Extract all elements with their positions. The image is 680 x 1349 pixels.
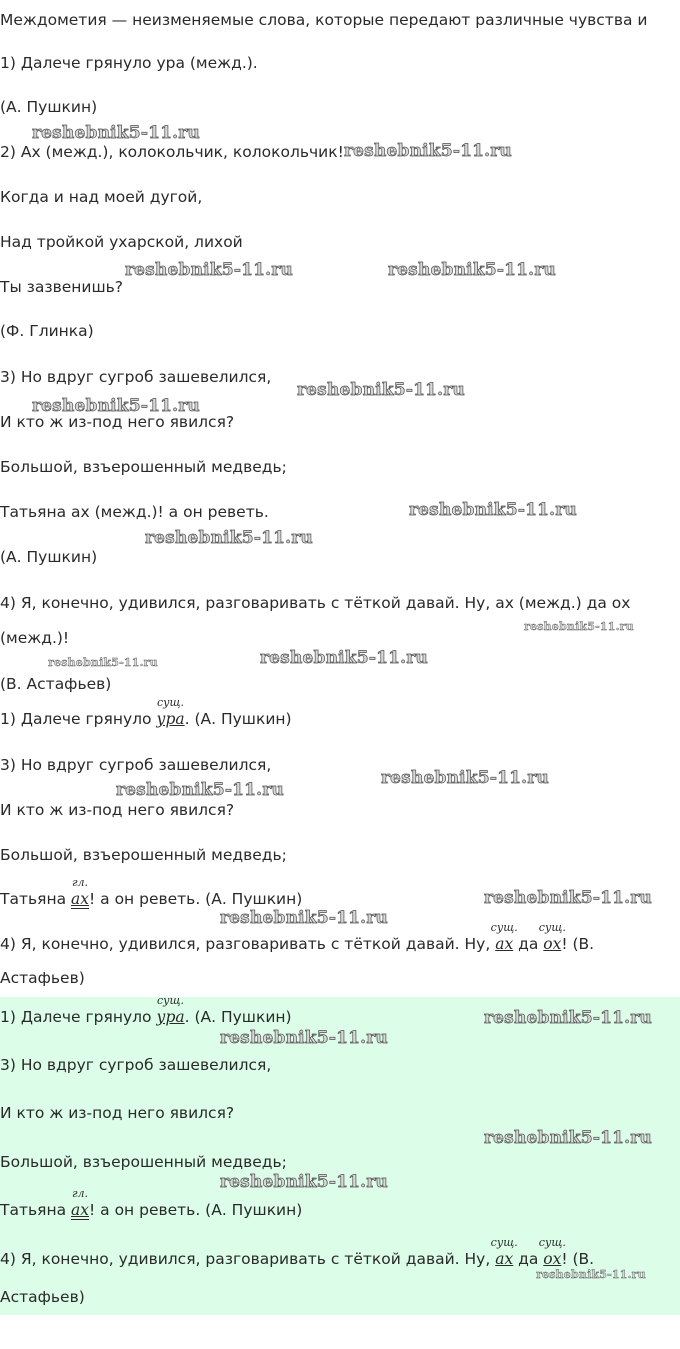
answer-line: И кто ж из-под него явился? — [0, 1104, 235, 1122]
answer-line: Астафьев) — [0, 1288, 85, 1306]
example-line: Большой, взъерошенный медведь; — [0, 458, 287, 476]
analysis-line: Большой, взъерошенный медведь; — [0, 846, 287, 864]
parsed-word: гл. ах — [71, 876, 89, 908]
analysis-line: 4) Я, конечно, удивился, разговаривать с тёткой давай. Ну, сущ. ах да сущ. ох! (В. — [0, 921, 595, 953]
watermark: reshebnik5-11.ru — [220, 1028, 388, 1048]
watermark: reshebnik5-11.ru — [381, 768, 549, 788]
watermark: reshebnik5-11.ru — [344, 141, 512, 161]
example-author: (А. Пушкин) — [0, 548, 98, 566]
example-line: (межд.)! — [0, 629, 70, 647]
example-line: И кто ж из-под него явился? — [0, 413, 235, 431]
watermark: reshebnik5-11.ru — [125, 260, 293, 280]
intro-text: Междометия — неизменяемые слова, которые передают различные чувства и — [0, 11, 648, 29]
analysis-line: 1) Далече грянуло сущ. ура. (А. Пушкин) — [0, 696, 292, 728]
watermark: reshebnik5-11.ru — [388, 260, 556, 280]
watermark: reshebnik5-11.ru — [409, 500, 577, 520]
example-author: (Ф. Глинка) — [0, 322, 94, 340]
parsed-word: сущ. ох — [538, 1236, 566, 1268]
watermark: reshebnik5-11.ru — [116, 780, 284, 800]
analysis-line: Татьяна гл. ах! а он реветь. (А. Пушкин) — [0, 876, 303, 908]
example-line: 1) Далече грянуло ура (межд.). — [0, 54, 258, 72]
example-line: Татьяна ах (межд.)! а он реветь. — [0, 503, 269, 521]
answer-line: 4) Я, конечно, удивился, разговаривать с тёткой давай. Ну, сущ. ах да сущ. ох! (В. — [0, 1236, 595, 1268]
example-author: (В. Астафьев) — [0, 675, 112, 693]
parsed-word: сущ. ах — [490, 921, 518, 953]
watermark: reshebnik5-11.ru — [48, 656, 158, 669]
parsed-word: сущ. ура — [156, 994, 185, 1026]
example-author: (А. Пушкин) — [0, 98, 98, 116]
watermark: reshebnik5-11.ru — [484, 888, 652, 908]
watermark: reshebnik5-11.ru — [32, 123, 200, 143]
analysis-line: И кто ж из-под него явился? — [0, 801, 235, 819]
watermark: reshebnik5-11.ru — [145, 528, 313, 548]
watermark: reshebnik5-11.ru — [260, 648, 428, 668]
parsed-word: гл. ах — [71, 1187, 89, 1219]
example-line: Когда и над моей дугой, — [0, 188, 203, 206]
example-line: 3) Но вдруг сугроб зашевелился, — [0, 368, 272, 386]
answer-line: 3) Но вдруг сугроб зашевелился, — [0, 1056, 272, 1074]
watermark: reshebnik5-11.ru — [32, 396, 200, 416]
example-line: 4) Я, конечно, удивился, разговаривать с тёткой давай. Ну, ах (межд.) да ох — [0, 594, 631, 612]
analysis-line: Астафьев) — [0, 969, 85, 987]
watermark: reshebnik5-11.ru — [484, 1008, 652, 1028]
answer-line: Большой, взъерошенный медведь; — [0, 1153, 287, 1171]
watermark: reshebnik5-11.ru — [484, 1128, 652, 1148]
watermark: reshebnik5-11.ru — [220, 1172, 388, 1192]
analysis-line: 3) Но вдруг сугроб зашевелился, — [0, 756, 272, 774]
example-line: Над тройкой ухарской, лихой — [0, 233, 243, 251]
watermark: reshebnik5-11.ru — [536, 1268, 646, 1281]
answer-line: 1) Далече грянуло сущ. ура. (А. Пушкин) — [0, 994, 292, 1026]
watermark: reshebnik5-11.ru — [297, 380, 465, 400]
example-line: Ты зазвенишь? — [0, 278, 124, 296]
parsed-word: сущ. ах — [490, 1236, 518, 1268]
watermark: reshebnik5-11.ru — [220, 908, 388, 928]
watermark: reshebnik5-11.ru — [524, 620, 634, 633]
parsed-word: сущ. ура — [156, 696, 185, 728]
example-line: 2) Ах (межд.), колокольчик, колокольчик! — [0, 143, 344, 161]
parsed-word: сущ. ох — [538, 921, 566, 953]
answer-line: Татьяна гл. ах! а он реветь. (А. Пушкин) — [0, 1187, 303, 1219]
